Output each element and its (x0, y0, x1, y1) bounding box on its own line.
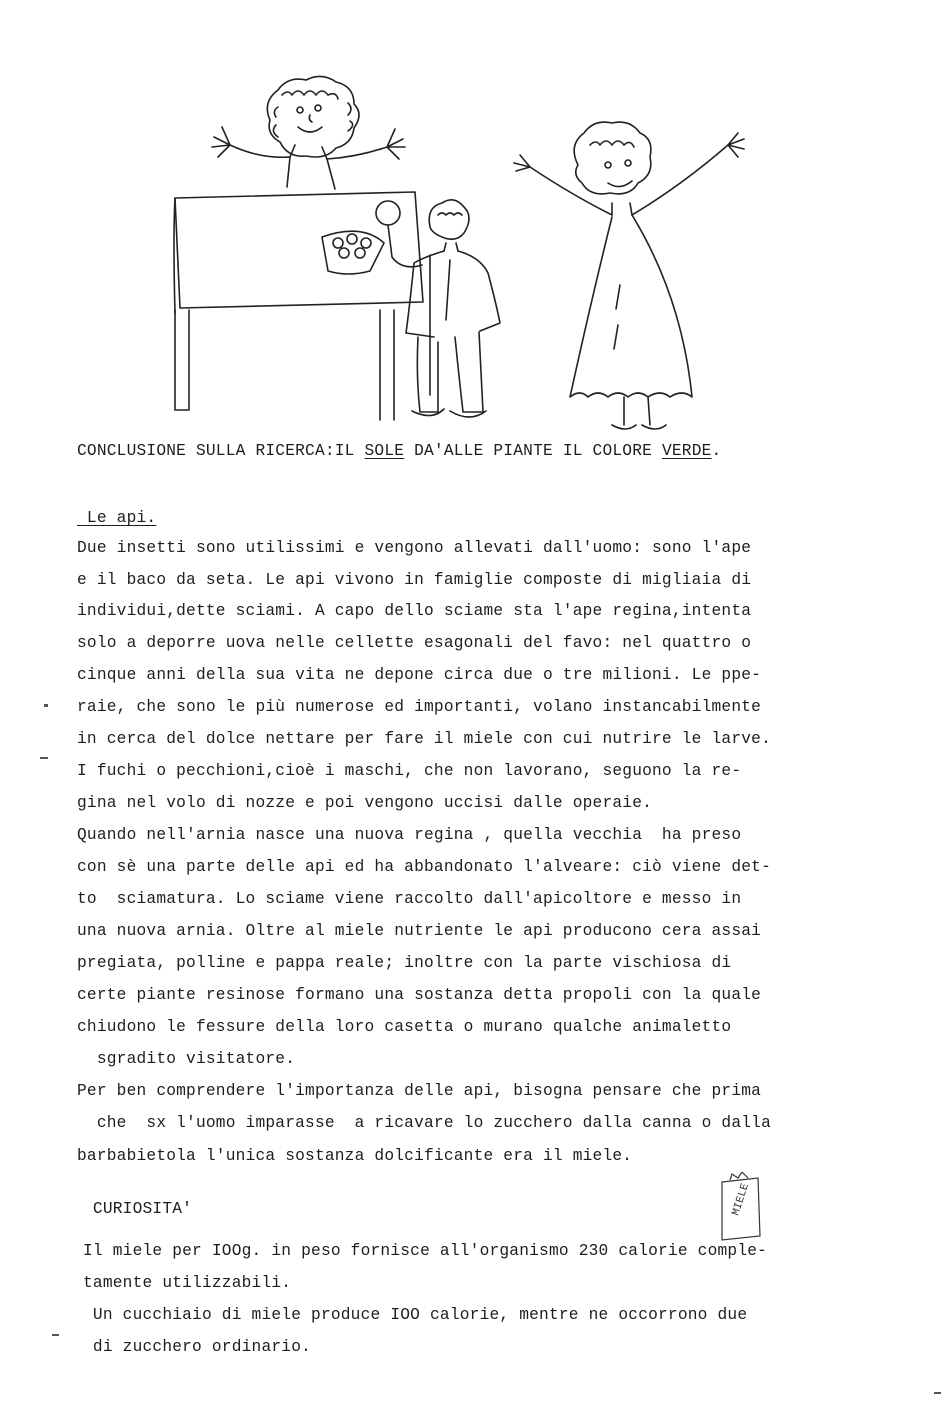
body-line: sgradito visitatore. (77, 1050, 296, 1068)
body-line: pregiata, polline e pappa reale; inoltre con la parte vischiosa di (77, 954, 732, 972)
children-drawing-illustration (150, 55, 770, 435)
curiosita-line: Un cucchiaio di miele produce IOO calorie, mentre ne occorrono due (83, 1306, 748, 1324)
stamp-text: MIELE (730, 1182, 753, 1218)
body-line: Quando nell'arnia nasce una nuova regina , quella vecchia ha preso (77, 826, 742, 844)
table-drawing (174, 192, 423, 420)
curiosita-line: Il miele per IOOg. in peso fornisce all'organismo 230 calorie comple- (83, 1242, 768, 1260)
body-line: in cerca del dolce nettare per fare il miele con cui nutrire le larve. (77, 730, 771, 748)
conclusion-verde: VERDE (661, 442, 712, 460)
conclusion-sole: SOLE (364, 442, 405, 460)
section-title: Le api. (77, 509, 157, 527)
body-line: certe piante resinose formano una sostanza detta propoli con la quale (77, 986, 762, 1004)
body-line: cinque anni della sua vita ne depone circa due o tre milioni. Le ppe- (77, 666, 762, 684)
curiosita-line: di zucchero ordinario. (83, 1338, 312, 1356)
basket-drawing (322, 201, 422, 274)
woman-left-figure (212, 76, 405, 189)
conclusion-suffix: . (711, 442, 722, 460)
body-line: to sciamatura. Lo sciame viene raccolto dall'apicoltore e messo in (77, 890, 742, 908)
body-line: raie, che sono le più numerose ed importanti, volano instancabilmente (77, 698, 762, 716)
conclusion-line (77, 441, 721, 461)
margin-mark (40, 757, 48, 759)
body-line: gina nel volo di nozze e poi vengono uccisi dalle operaie. (77, 794, 653, 812)
margin-mark (44, 704, 48, 707)
body-line: individui,dette sciami. A capo dello sciame sta l'ape regina,intenta (77, 602, 752, 620)
margin-mark (934, 1392, 941, 1394)
curiosita-title: CURIOSITA' (83, 1200, 193, 1218)
body-line: con sè una parte delle api ed ha abbandonato l'alveare: ciò viene det- (77, 858, 771, 876)
body-line: solo a deporre uova nelle cellette esagonali del favo: nel quattro o (77, 634, 752, 652)
body-line: e il baco da seta. Le api vivono in famiglie composte di migliaia di (77, 571, 752, 589)
margin-mark (52, 1334, 59, 1336)
body-line: una nuova arnia. Oltre al miele nutriente le api producono cera assai (77, 922, 762, 940)
body-line: Per ben comprendere l'importanza delle api, bisogna pensare che prima (77, 1082, 762, 1100)
child-figure (406, 200, 500, 417)
miele-stamp-icon (716, 1172, 764, 1244)
woman-right-figure (514, 122, 744, 429)
body-line: barbabietola l'unica sostanza dolcificante era il miele. (77, 1147, 633, 1165)
conclusion-prefix: CONCLUSIONE SULLA RICERCA:IL (77, 442, 365, 460)
body-line: I fuchi o pecchioni,cioè i maschi, che non lavorano, seguono la re- (77, 762, 742, 780)
body-line: chiudono le fessure della loro casetta o murano qualche animaletto (77, 1018, 732, 1036)
body-line: che sx l'uomo imparasse a ricavare lo zucchero dalla canna o dalla (77, 1114, 771, 1132)
conclusion-middle: DA'ALLE PIANTE IL COLORE (404, 442, 662, 460)
curiosita-line: tamente utilizzabili. (83, 1274, 292, 1292)
body-line: Due insetti sono utilissimi e vengono allevati dall'uomo: sono l'ape (77, 539, 752, 557)
